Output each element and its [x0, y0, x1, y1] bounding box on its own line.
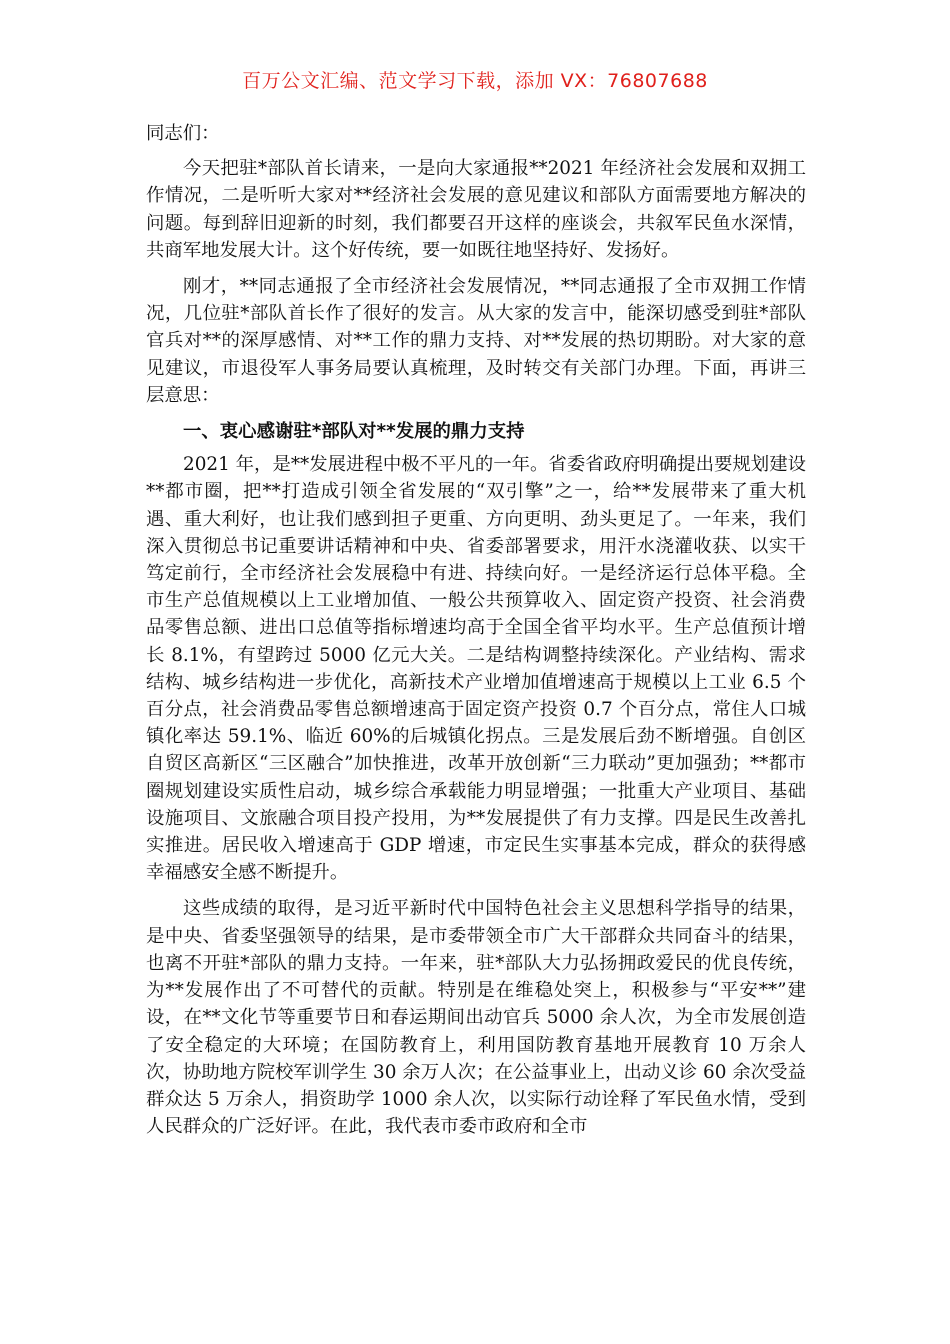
header-banner: 百万公文汇编、范文学习下载，添加 VX：76807688 — [242, 70, 708, 92]
paragraph-army-support: 这些成绩的取得，是习近平新时代中国特色社会主义思想科学指导的结果，是中央、省委坚强领导的结果，是市委带领全市广大干部群众共同奋斗的结果，也离不开驻*部队的鼎力支持。一年来，驻*部队大力弘扬拥政爱民的优良传统，为**发展作出了不可替代的贡献。特别是在维稳处突上，积极参与“平安**”建设，在**文化节等重要节日和春运期间出动官兵 5000 余人次，为全市发展创造了安全稳定的大环境；在国防教育上，利用国防教育基地开展教育 10 万余人次，协助地方院校军训学生 30 余万人次；在公益事业上，出动义诊 60 余次受益群众达 5 万余人，捐资助学 1000 余人次，以实际行动诠释了军民鱼水情，受到人民群众的广泛好评。在此，我代表市委市政府和全市 — [146, 898, 806, 1138]
paragraph-summary: 刚才，**同志通报了全市经济社会发展情况，**同志通报了全市双拥工作情况，几位驻*部队首长作了很好的发言。从大家的发言中，能深切感受到驻*部队官兵对**的深厚感情、对**工作的鼎力支持、对**发展的热切期盼。对大家的意见建议，市退役军人事务局要认真梳理，及时转交有关部门办理。下面，再讲三层意思： — [146, 276, 806, 406]
paragraph-achievements: 2021 年，是**发展进程中极不平凡的一年。省委省政府明确提出要规划建设**都市圈，把**打造成引领全省发展的“双引擎”之一，给**发展带来了重大机遇、重大利好，也让我们感到担子更重、方向更明、劲头更足了。一年来，我们深入贯彻总书记重要讲话精神和中央、省委部署要求，用汗水浇灌收获、以实干笃定前行，全市经济社会发展稳中有进、持续向好。一是经济运行总体平稳。全市生产总值规模以上工业增加值、一般公共预算收入、固定资产投资、社会消费品零售总额、进出口总值等指标增速均高于全国全省平均水平。生产总值预计增长 8.1%，有望跨过 5000 亿元大关。二是结构调整持续深化。产业结构、需求结构、城乡结构进一步优化，高新技术产业增加值增速高于规模以上工业 6.5 个百分点，社会消费品零售总额增速高于固定资产投资 0.7 个百分点，常住人口城镇化率达 59.1%、临近 60%的后城镇化拐点。三是发展后劲不断增强。自创区自贸区高新区“三区融合”加快推进，改革开放创新“三力联动”更加强劲；**都市圈规划建设实质性启动，城乡综合承载能力明显增强；一批重大产业项目、基础设施项目、文旅融合项目投产投用，为**发展提供了有力支撑。四是民生改善扎实推进。居民收入增速高于 GDP 增速，市定民生实事基本完成，群众的获得感幸福感安全感不断提升。 — [146, 454, 806, 884]
paragraph-intro: 今天把驻*部队首长请来，一是向大家通报**2021 年经济社会发展和双拥工作情况，二是听听大家对**经济社会发展的意见建议和部队方面需要地方解决的问题。每到辞旧迎新的时刻，我们都要召开这样的座谈会，共叙军民鱼水深情，共商军地发展大计。这个好传统，要一如既往地坚持好、发扬好。 — [146, 158, 806, 261]
section-heading: 一、衷心感谢驻*部队对**发展的鼎力支持 — [183, 421, 525, 443]
document-body — [146, 120, 806, 1149]
salutation: 同志们： — [146, 123, 220, 144]
